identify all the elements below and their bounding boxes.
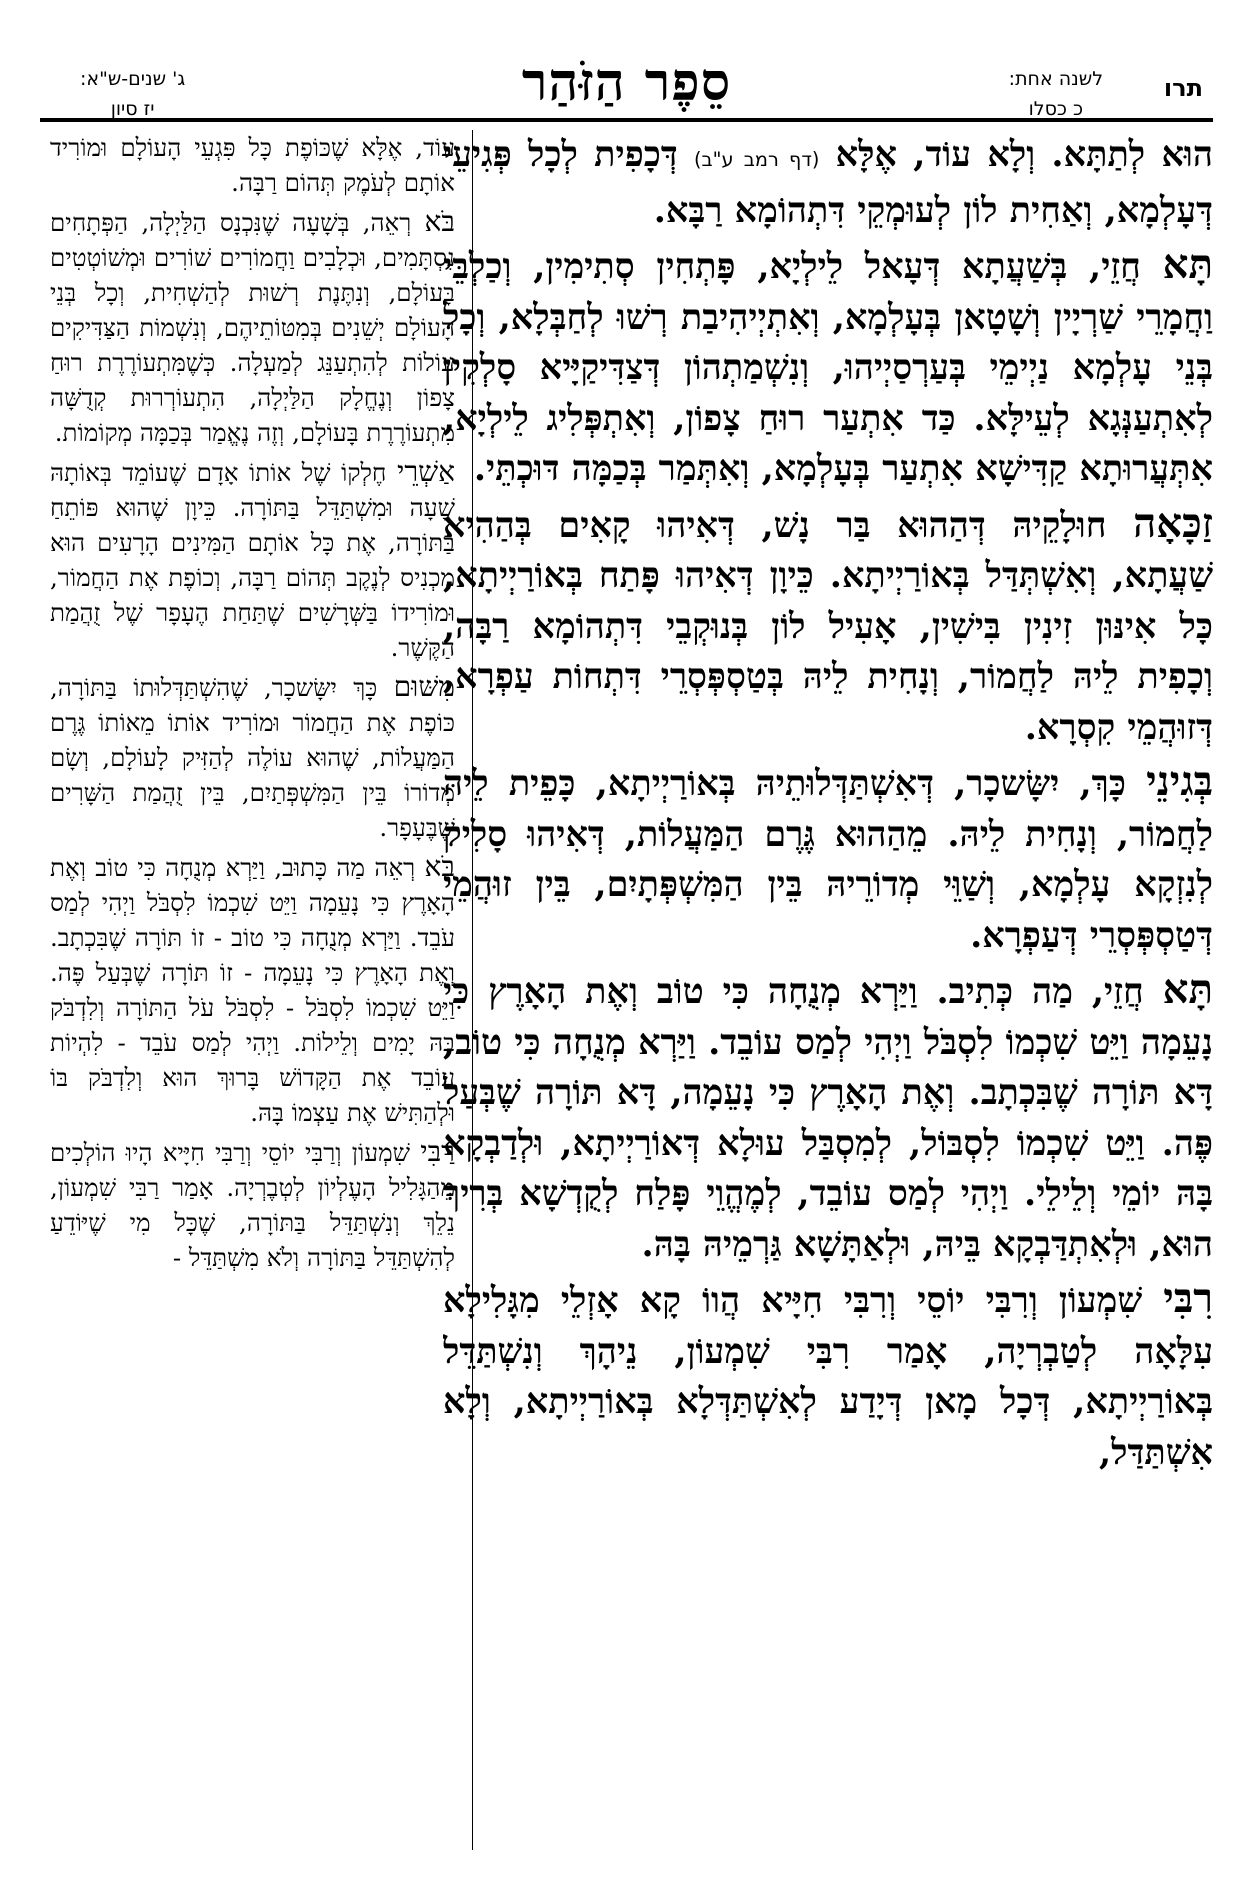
study-schedule-three-years: [80, 64, 185, 124]
aramaic-paragraph-text: חוּלָקֵיהּ דְּהַהוּא בַּר נָשׁ, דְּאִיהוּ קָאִים בְּהַהִיא שַׁעֲתָא, וְאִשְׁתְּדַּל בְּאוֹרַיְיתָא. כֵּיוָן דְּאִיהוּ פָּתַח בְּאוֹרַיְיתָא, כָּל אִינּוּן זִינִין בִּישִׁין, אָעִיל לוֹן בְּנוּקְבֵי דִּתְהוֹמָא רַבָּה, וְכָפִית לֵיהּ לַחֲמוֹר, וְנָחִית לֵיהּ בְּטַסְפְּסְרֵי דִּתְחוֹת עַפְרָא, דְּזוּהֲמֵי קִסְרָא.: [443, 504, 1213, 748]
schedule-date-one-year: כ כסלו: [1028, 98, 1084, 120]
paragraph-lead-word: תָּא: [1162, 241, 1213, 288]
hebrew-paragraph-text: חֶלְקוֹ שֶׁל אוֹתוֹ אָדָם שֶׁעוֹמֵד בְּאוֹתָהּ שָׁעָה וּמִשְׁתַּדֵּל בַּתּוֹרָה. כֵּיוָן שֶׁהוּא פּוֹתֵחַ בַּתּוֹרָה, אֶת כָּל אוֹתָם הַמִּינִים הָרָעִים הוּא מַכְנִיס לְנֶקֶב תְּהוֹם רַבָּה, וְכוֹפֶת אֶת הַחֲמוֹר, וּמוֹרִידוֹ בַּשְּׁרָשִׁים שֶׁתַּחַת הֶעָפָר שֶׁל זֻהֲמַת הַקֶּשֶׁר.: [50, 458, 455, 662]
hebrew-paragraph: [50, 204, 455, 450]
aramaic-paragraph: [443, 965, 1213, 1270]
hebrew-paragraph-text: שִׁמְעוֹן וְרַבִּי יוֹסֵי וְרַבִּי חִיָּיא הָיוּ הוֹלְכִים מֵהַגָּלִיל הָעֶלְיוֹן לְטְבֶרְיָה. אָמַר רַבִּי שִׁמְעוֹן, נֵלֵךְ וְנִשְׁתַּדֵּל בַּתּוֹרָה, שֶׁכָּל מִי שֶׁיּוֹדֵעַ לְהִשְׁתַּדֵּל בַּתּוֹרָה וְלֹא מִשְׁתַּדֵּל -: [50, 1138, 455, 1272]
aramaic-paragraph-text: שִׁמְעוֹן וְרִבִּי יוֹסֵי וְרִבִּי חִיָּיא הֲווֹ קָא אָזְלֵי מִגָּלִילָא עִלָּאָה לְטַבְרְיָה, אָמַר רִבִּי שִׁמְעוֹן, נֵיהָךְ וְנִשְׁתַּדֵּל בְּאוֹרַיְיתָא, דְּכָל מָאן דְּיָדַע לְאִשְׁתַּדְּלָא בְּאוֹרַיְיתָא, וְלָא אִשְׁתַּדַּל,: [443, 1280, 1213, 1473]
aramaic-paragraph: [443, 240, 1213, 495]
hebrew-paragraph: [50, 1134, 455, 1275]
hebrew-paragraph: [50, 849, 455, 1130]
paragraph-lead-word: מִשּׁוּם: [393, 670, 455, 703]
schedule-label-three-years: ג' שנים-ש"א:: [80, 68, 186, 90]
paragraph-lead-word: זַכָּאָה: [1133, 499, 1213, 547]
aramaic-column: [443, 130, 1213, 1850]
hebrew-paragraph-text: עוֹד, אֶלָּא שֶׁכּוֹפֶת כָּל פִּגְעֵי הָעוֹלָם וּמוֹרִיד אוֹתָם לְעֹמֶק תְּהוֹם רַבָּה.: [50, 133, 455, 197]
paragraph-lead-word: בֹּא: [424, 850, 455, 883]
hebrew-paragraph-text: רְאֵה, בְּשָׁעָה שֶׁנִּכְנָס הַלַּיְלָה, הַפְּתָחִים נִסְתָּמִים, וּכְלָבִים וַחֲמוֹרִים שׁוֹרִים וּמְשׁוֹטְטִים בָּעוֹלָם, וְנִתֶּנֶת רְשׁוּת לְהַשְׁחִית, וְכָל בְּנֵי הָעוֹלָם יְשֵׁנִים בְּמִטּוֹתֵיהֶם, וְנִשְׁמוֹת הַצַּדִּיקִים עוֹלוֹת לְהִתְעַנֵּג לְמַעְלָה. כְּשֶׁמִּתְעוֹרֶרֶת רוּחַ צָפוֹן וְנֶחֱלָק הַלַּיְלָה, הִתְעוֹרְרוּת קְדֻשָּׁה מִתְעוֹרֶרֶת בָּעוֹלָם, וְזֶה נֶאֱמַר בְּכַמָּה מְקוֹמוֹת.: [50, 208, 455, 447]
aramaic-paragraph-text: חֲזֵי, מַה כְּתִיב. וַיַּרְא מְנֻחָה כִּי טוֹב וְאֶת הָאָרֶץ כִּי נָעֵמָה וַיֵּט שִׁכְמוֹ לִסְבֹּל וַיְהִי לְמַס עוֹבֵד. וַיַּרְא מְנֻחָה כִּי טוֹב, דָּא תּוֹרָה שֶׁבִּכְתָב. וְאֶת הָאָרֶץ כִּי נָעֵמָה, דָּא תּוֹרָה שֶׁבְּעַל פֶּה. וַיֵּט שִׁכְמוֹ לִסְבּוֹל, לְמִסְבַּל עוּלָא דְּאוֹרַיְיתָא, וּלְדַבְקָא בָּהּ יוֹמֵי וְלֵילֵי. וַיְהִי לְמַס עוֹבֵד, לְמֶהֱוֵי פָּלַח לְקֻדְשָׁא בְּרִיךְ הוּא, וּלְאִתְדַּבְקָא בֵּיהּ, וּלְאַתָּשָׁא גַּרְמֵיהּ בָּהּ.: [443, 971, 1213, 1265]
aramaic-paragraph: [443, 130, 1213, 236]
book-title: סֵפֶר הַזֹּהַר: [521, 52, 732, 113]
aramaic-paragraph-text: חֲזֵי, בְּשַׁעֲתָא דְּעָאל לֵילְיָא, פָּתְחִין סְתִימִין, וְכַלְבֵּי וַחֲמָרֵי שַׁרְיָין וְשָׁטָאן בְּעָלְמָא, וְאִתְיְיהִיבַת רְשׁוּ לְחַבְּלָא, וְכָל בְּנֵי עָלְמָא נַיְימֵי בְּעַרְסַיְיהוּ, וְנִשְׁמַתְהוֹן דְּצַדִּיקַיָּיא סָלְקִין לְאִתְעַנְּגָא לְעֵילָּא. כַּד אִתְעַר רוּחַ צָפוֹן, וְאִתְפְּלִיג לֵילְיָא, אִתְּעֲרוּתָא קַדִּישָׁא אִתְעַר בְּעָלְמָא, וְאִתְּמַר בְּכַמָּה דּוּכְתֵּי.: [443, 246, 1213, 489]
page-number: תרו: [1163, 74, 1203, 102]
hebrew-paragraph-text: כָּךְ יִשָּׂשכָר, שֶׁהִשְׁתַּדְּלוּתוֹ בַּתּוֹרָה, כּוֹפֶת אֶת הַחֲמוֹר וּמוֹרִיד אוֹתוֹ מֵאוֹתוֹ גֶּרֶם הַמַּעֲלוֹת, שֶׁהוּא עוֹלֶה לְהַזִּיק לָעוֹלָם, וְשָׂם מְדוֹרוֹ בֵּין הַמִּשְׁפְּתַיִם, בֵּין זֻהֲמַת הַשָּׁרִים שֶׁבֶּעָפָר.: [50, 673, 455, 842]
aramaic-paragraph-text: דְּכָפִית לְכָל פְּגִיעֵי דְּעָלְמָא, וְאַחִית לוֹן לְעוּמְקֵי דִּתְהוֹמָא רַבָּא.: [443, 134, 1213, 231]
paragraph-lead-word: אַשְׁרֵי: [396, 455, 455, 488]
hebrew-paragraph: [50, 669, 455, 845]
hebrew-paragraph: [50, 130, 455, 200]
paragraph-lead-word: בְּגִינֵי: [1146, 758, 1213, 805]
paragraph-lead-word: תָּא: [1162, 966, 1213, 1013]
aramaic-paragraph-text: הוּא לְתַתָּא. וְלָא עוֹד, אֶלָּא: [835, 134, 1213, 175]
aramaic-paragraph-text: כָּךְ, יִשָּׂשכָר, דְּאִשְׁתַּדְּלוּתֵיהּ בְּאוֹרַיְיתָא, כָּפֵית לֵיהּ לַחֲמוֹר, וְנָחִית לֵיהּ. מֵהַהוּא גֶּרֶם הַמַּעֲלוֹת, דְּאִיהוּ סָלִיק לְנִזְקָא עָלְמָא, וְשַׁוֵּי מְדוֹרֵיהּ בֵּין הַמִּשְׁפְּתָיִם, בֵּין זוּהֲמֵי דְּטַסְפְּסְרֵי דְּעַפְרָא.: [443, 763, 1213, 956]
schedule-label-one-year: לשנה אחת:: [1008, 68, 1103, 90]
folio-reference: (דף רמב ע"ב): [693, 148, 820, 171]
paragraph-lead-word: רַבִּי: [420, 1135, 455, 1168]
paragraph-lead-word: בֹּא: [424, 205, 455, 238]
paragraph-lead-word: רִבִּי: [1163, 1275, 1213, 1322]
header-rule: [40, 118, 1213, 122]
page-header: [40, 52, 1213, 122]
aramaic-paragraph: [443, 757, 1213, 961]
hebrew-column: [50, 130, 455, 1850]
hebrew-paragraph: [50, 454, 455, 665]
hebrew-paragraph-text: רְאֵה מַה כָּתוּב, וַיַּרְא מְנֻחָה כִּי טוֹב וְאֶת הָאָרֶץ כִּי נָעֵמָה וַיֵּט שִׁכְמוֹ לִסְבֹּל וַיְהִי לְמַס עֹבֵד. וַיַּרְא מְנֻחָה כִּי טוֹב - זוֹ תּוֹרָה שֶׁבִּכְתָב. וְאֶת הָאָרֶץ כִּי נָעֵמָה - זוֹ תּוֹרָה שֶׁבְּעַל פֶּה. וַיֵּט שִׁכְמוֹ לִסְבֹּל - לִסְבֹּל עֹל הַתּוֹרָה וְלִדְבֹּק בָּהּ יָמִים וְלֵילוֹת. וַיְהִי לְמַס עֹבֵד - לִהְיוֹת עוֹבֵד אֶת הַקָּדוֹשׁ בָּרוּךְ הוּא וְלִדְבֹּק בּוֹ וּלְהַתִּישׁ אֶת עַצְמוֹ בָּהּ.: [50, 853, 455, 1127]
aramaic-paragraph: [443, 1274, 1213, 1478]
aramaic-paragraph: [443, 499, 1213, 754]
column-divider: [472, 130, 473, 1850]
schedule-date-three-years: יז סיון: [110, 98, 155, 120]
